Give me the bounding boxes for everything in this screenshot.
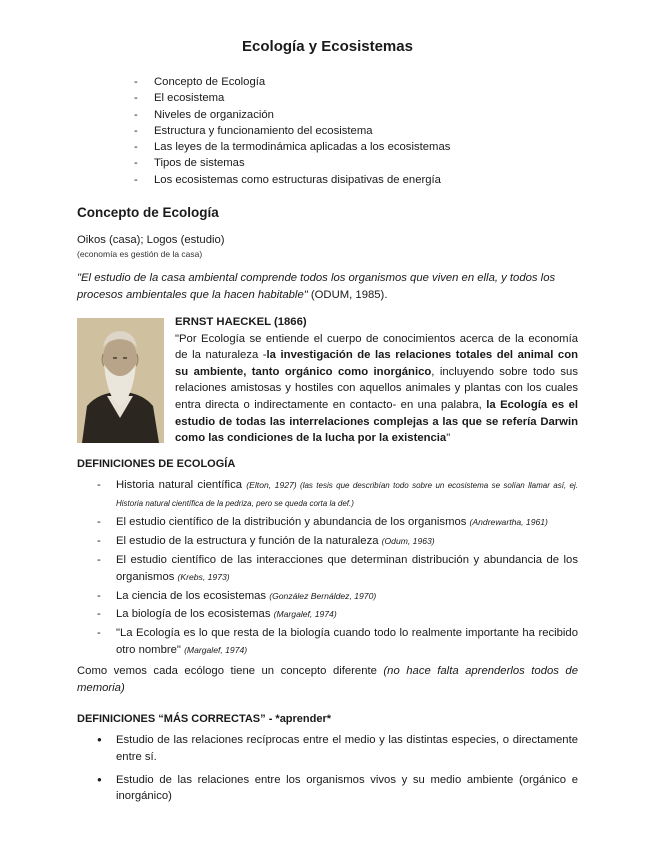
definition-extra: (las tesis que describían todo sobre un ecosistema se solían llamar así, ej. Historia natural científica de la pedriza, pero se queda corta la def.) — [116, 481, 578, 508]
definitions-heading: DEFINICIONES DE ECOLOGÍA — [77, 458, 236, 470]
definition-cite: (Krebs, 1973) — [177, 571, 230, 582]
portrait-image — [77, 318, 164, 443]
correct-definitions-heading: DEFINICIONES “MÁS CORRECTAS” - *aprender* — [77, 713, 332, 725]
definitions-list — [94, 477, 578, 661]
toc-item: - Tipos de sistemas — [130, 155, 450, 171]
definition-text: El estudio científico de la distribución y abundancia de los organismos — [116, 516, 470, 529]
odum-quote-text: "El estudio de la casa ambiental comprende todos los organismos que viven en ella, y todos los procesos ambientales que la hacen habitable" — [77, 272, 556, 301]
definition-text: "La Ecología es lo que resta de la biología cuando todo lo realmente importante ha recibido otro nombre" — [116, 627, 578, 656]
definition-cite: (Andrewartha, 1961) — [469, 517, 548, 528]
toc-item: - Concepto de Ecología — [130, 74, 450, 90]
definition-cite: (González Bernáldez, 1970) — [269, 590, 377, 601]
haeckel-bold: la investigación de las relaciones totales del animal con su ambiente, tanto orgánico como inorgánico — [175, 349, 578, 378]
toc-item: - El ecosistema — [130, 90, 450, 106]
haeckel-text: " — [446, 432, 451, 445]
note-text: Como vemos cada ecólogo tiene un concepto diferente — [77, 665, 384, 677]
haeckel-name: ERNST HAECKEL (1866) — [175, 316, 307, 328]
toc-item: - Los ecosistemas como estructuras disipativas de energía — [130, 172, 450, 188]
haeckel-quote — [175, 314, 578, 447]
definition-item — [94, 552, 578, 585]
definition-text: La ciencia de los ecosistemas — [116, 589, 270, 602]
definition-text: Historia natural científica — [116, 479, 247, 491]
definition-item — [94, 588, 578, 605]
correct-definitions-list — [94, 732, 578, 811]
etymology: Oikos (casa); Logos (estudio) — [77, 234, 225, 246]
odum-citation: (ODUM, 1985). — [307, 288, 388, 301]
definition-cite: (Odum, 1963) — [381, 536, 435, 547]
etymology-note: (economía es gestión de la casa) — [77, 249, 203, 259]
definition-text: La biología de los ecosistemas — [116, 608, 274, 621]
toc-item: - Estructura y funcionamiento del ecosistema — [130, 123, 450, 139]
correct-definition-item: ● Estudio de las relaciones entre los organismos vivos y su medio ambiente (orgánico e inorgánico) — [94, 772, 578, 806]
definition-cite: (Margalef, 1974) — [273, 609, 337, 620]
toc-item: - Niveles de organización — [130, 107, 450, 123]
definition-cite: (Margalef, 1974) — [184, 644, 248, 655]
definition-text: El estudio científico de las interacciones que determinan distribución y abundancia de los organismos — [116, 554, 578, 583]
section-heading: Concepto de Ecología — [77, 205, 219, 220]
definition-item — [94, 533, 578, 550]
correct-definition-item: ● Estudio de las relaciones recíprocas entre el medio y las distintas especies, o directamente entre sí. — [94, 732, 578, 766]
document-title: Ecología y Ecosistemas — [242, 38, 413, 55]
haeckel-text: , incluyendo sobre todo sus relaciones amistosas y hostiles con aquellos animales y plantas con los cuales entra directa o indirectamente en contacto- en una palabra, — [175, 365, 578, 411]
haeckel-portrait — [77, 318, 164, 443]
definition-item — [94, 606, 578, 623]
definition-text: El estudio de la estructura y función de la naturaleza — [116, 535, 382, 548]
note-italic: (no hace falta aprenderlos todos de memoria) — [77, 665, 578, 694]
definition-cite: (Elton, 1927) — [246, 480, 297, 490]
toc-item: - Las leyes de la termodinámica aplicadas a los ecosistemas — [130, 139, 450, 155]
table-of-contents — [130, 74, 450, 188]
odum-quote — [77, 270, 578, 303]
definition-item — [94, 477, 578, 512]
note-paragraph — [77, 663, 578, 697]
definition-item — [94, 625, 578, 658]
definition-item — [94, 514, 578, 531]
haeckel-bold: la Ecología es el estudio de todas las interrelaciones complejas a las que se refería Darwin como las condiciones de la lucha por la existencia — [175, 398, 579, 445]
haeckel-text: "Por Ecología se entiende el cuerpo de conocimientos acerca de la economía de la naturaleza - — [175, 332, 578, 362]
